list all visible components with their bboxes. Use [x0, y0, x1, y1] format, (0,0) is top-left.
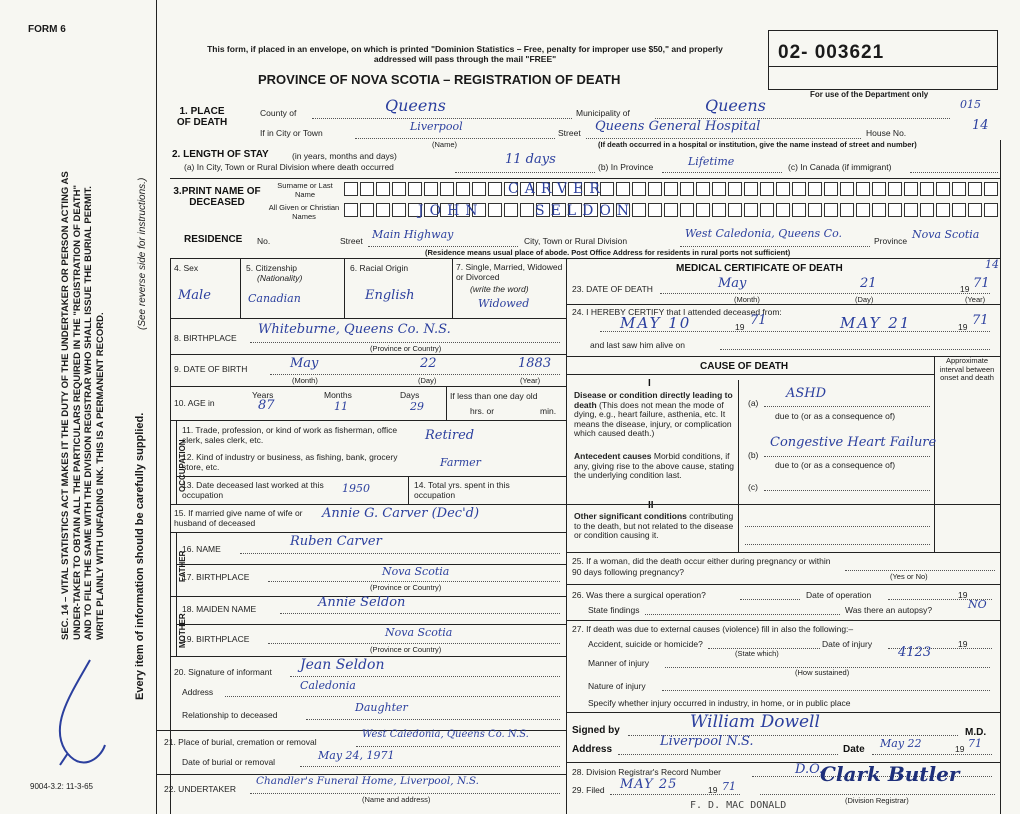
letter-cell — [760, 182, 774, 196]
medical-certificate-title: MEDICAL CERTIFICATE OF DEATH — [676, 263, 843, 274]
letter-cell — [904, 203, 918, 217]
letter-cell — [888, 203, 902, 217]
attended-to: MAY 21 — [840, 314, 912, 332]
letter-cell — [744, 182, 758, 196]
letter-cell — [792, 182, 806, 196]
letter-cell — [392, 203, 406, 217]
dob-month: May — [290, 356, 319, 371]
given-name-1: JOHN — [418, 203, 484, 219]
filed-date: MAY 25 — [620, 777, 678, 792]
letter-cell — [504, 203, 518, 217]
letter-cell — [824, 203, 838, 217]
death-year: 71 — [973, 276, 990, 291]
marital-status-value: Widowed — [478, 297, 530, 310]
street-value: Queens General Hospital — [595, 119, 761, 134]
city-value: Liverpool — [410, 120, 463, 133]
letter-cell — [856, 182, 870, 196]
antecedent-label: Antecedent causes Morbid conditions, if any, giving rise to the above cause, stating the underlying condition last. — [574, 451, 735, 480]
letter-cell — [664, 182, 678, 196]
occupation-side-label: OCCUPATION — [178, 439, 187, 492]
informant-signature: Jean Seldon — [300, 657, 385, 673]
house-value: 14 — [972, 118, 989, 133]
letter-cell — [632, 182, 646, 196]
print-name-label: 3.PRINT NAME OF DECEASED — [173, 186, 261, 208]
margin-check-mark — [40, 655, 115, 775]
attended-to-year: 71 — [972, 313, 989, 328]
record-number: D.O. — [795, 762, 824, 777]
letter-cell — [376, 203, 390, 217]
burial-date: May 24, 1971 — [318, 749, 395, 762]
letter-cell — [776, 182, 790, 196]
other-conditions-label: Other significant conditions contributing to the death, but not related to the disease or condition causing it. — [574, 511, 734, 540]
mother-side-label: MOTHER — [178, 613, 187, 648]
cause-of-death-title: CAUSE OF DEATH — [700, 361, 789, 372]
registration-number: 02- 003621 — [778, 42, 885, 63]
left-margin-line — [156, 0, 157, 814]
letter-cell — [920, 203, 934, 217]
letter-cell — [392, 182, 406, 196]
father-name: Ruben Carver — [290, 534, 382, 549]
letter-cell — [936, 182, 950, 196]
spouse-value: Annie G. Carver (Dec'd) — [322, 506, 480, 521]
every-item-note: Every item of information should be carefully supplied. — [134, 412, 146, 700]
residence-street: Main Highway — [372, 228, 454, 241]
citizenship-value: Canadian — [248, 292, 301, 305]
letter-cell — [744, 203, 758, 217]
physician-address: Liverpool N.S. — [660, 734, 754, 749]
code-4123: 4123 — [898, 645, 932, 660]
letter-cell — [472, 182, 486, 196]
occupation-value: Retired — [425, 428, 475, 443]
letter-cell — [856, 203, 870, 217]
attended-from: MAY 10 — [620, 314, 692, 332]
letter-cell — [360, 203, 374, 217]
letter-cell — [664, 203, 678, 217]
burial-place: West Caledonia, Queens Co. N.S. — [362, 729, 529, 740]
letter-cell — [808, 203, 822, 217]
letter-cell — [840, 182, 854, 196]
dob-day: 22 — [420, 356, 437, 371]
registrar-stamp: F. D. MAC DONALD — [690, 800, 787, 811]
undertaker-value: Chandler's Funeral Home, Liverpool, N.S. — [256, 775, 479, 787]
physician-signature: William Dowell — [690, 712, 820, 732]
letter-cell — [920, 182, 934, 196]
letter-cell — [776, 203, 790, 217]
place-of-death-label: 1. PLACE OF DEATH — [176, 106, 228, 128]
letter-cell — [456, 182, 470, 196]
letter-cell — [952, 203, 966, 217]
dept-code: 015 — [960, 98, 981, 111]
physician-date-year: 71 — [968, 737, 982, 750]
dob-year: 1883 — [518, 356, 552, 371]
letter-cell — [712, 182, 726, 196]
letter-cell — [488, 182, 502, 196]
informant-relationship: Daughter — [355, 701, 408, 714]
surname-value: CARVER — [508, 181, 606, 197]
letter-cell — [984, 182, 998, 196]
physician-date: May 22 — [880, 737, 922, 750]
letter-cell — [824, 182, 838, 196]
letter-cell — [424, 182, 438, 196]
letter-cell — [968, 203, 982, 217]
letter-cell — [872, 203, 886, 217]
industry-value: Farmer — [440, 456, 481, 469]
stay-province-value: Lifetime — [688, 155, 735, 168]
letter-cell — [808, 182, 822, 196]
father-birthplace: Nova Scotia — [382, 565, 450, 578]
residence-city: West Caledonia, Queens Co. — [685, 227, 842, 240]
letter-cell — [952, 182, 966, 196]
right-border — [1000, 140, 1001, 814]
autopsy-answer: NO — [968, 598, 987, 611]
form-title: PROVINCE OF NOVA SCOTIA – REGISTRATION OF DEATH — [258, 72, 621, 87]
form-code: 9004-3.2: 11-3-65 — [30, 782, 94, 791]
letter-cell — [792, 203, 806, 217]
letter-cell — [840, 203, 854, 217]
form-number: FORM 6 — [28, 24, 66, 35]
letter-cell — [520, 203, 534, 217]
letter-cell — [712, 203, 726, 217]
letter-cell — [968, 182, 982, 196]
cause-b-value: Congestive Heart Failure — [770, 435, 937, 450]
letter-cell — [936, 203, 950, 217]
disease-label: Disease or condition directly leading to death (This does not mean the mode of dying, e.g., heart failure, asthenia, etc. It means the disease, injury, or complication which caused death.) — [574, 390, 733, 438]
residence-province: Nova Scotia — [912, 228, 980, 241]
letter-cell — [360, 182, 374, 196]
age-months: 11 — [334, 400, 348, 413]
letter-cell — [344, 182, 358, 196]
birthplace-value: Whiteburne, Queens Co. N.S. — [258, 322, 451, 337]
stay-city-value: 11 days — [505, 152, 556, 167]
mother-maiden-name: Annie Seldon — [318, 595, 406, 610]
age-days: 29 — [410, 400, 424, 413]
informant-address: Caledonia — [300, 679, 356, 692]
death-day: 21 — [860, 276, 877, 291]
letter-cell — [440, 182, 454, 196]
letter-cell — [696, 203, 710, 217]
dept-use-label: For use of the Department only — [810, 90, 929, 99]
letter-cell — [376, 182, 390, 196]
cause-a-value: ASHD — [786, 386, 827, 401]
letter-cell — [488, 203, 502, 217]
letter-cell — [872, 182, 886, 196]
dept-code-2: 14 — [985, 258, 999, 271]
letter-cell — [648, 182, 662, 196]
reverse-side-note: (See reverse side for instructions.) — [137, 177, 148, 330]
given-name-2: SELDON — [535, 203, 636, 219]
father-side-label: FATHER — [178, 550, 187, 582]
letter-cell — [616, 182, 630, 196]
letter-cell — [680, 203, 694, 217]
county-value: Queens — [385, 96, 446, 115]
letter-cell — [984, 203, 998, 217]
letter-cell — [648, 203, 662, 217]
attended-from-year: 71 — [750, 313, 767, 328]
letter-cell — [760, 203, 774, 217]
letter-cell — [728, 182, 742, 196]
death-month: May — [718, 276, 747, 291]
age-years: 87 — [258, 398, 275, 413]
letter-cell — [888, 182, 902, 196]
letter-cell — [680, 182, 694, 196]
last-worked-value: 1950 — [342, 482, 370, 495]
letter-cell — [344, 203, 358, 217]
letter-cell — [904, 182, 918, 196]
sec14-instructions: SEC. 14 – VITAL STATISTICS ACT MAKES IT THE DUTY OF THE UNDERTAKER OR PERSON ACTING AS UNDER-TAKER TO OBTAIN ALL THE PARTICULARS REQUIRED IN THE "REGISTRATION OF DEATH" AND TO FILE THE SAME WITH THE DIVISION REGISTRAR WHO SHALL ISSUE THE BURIAL PERMIT. WRITE PLAINLY WITH UNFADING INK. THIS IS A PERMANENT RECORD. — [60, 171, 106, 640]
filed-year: 71 — [722, 780, 736, 793]
mail-notice: This form, if placed in an envelope, on which is printed "Dominion Statistics – Free, penalty for improper use $50," and properly addressed will pass through the mail "FREE" — [207, 44, 723, 64]
letter-cell — [408, 182, 422, 196]
sex-value: Male — [178, 288, 211, 303]
letter-cell — [728, 203, 742, 217]
racial-origin-value: English — [365, 288, 415, 303]
registrar-signature: Clark Butler — [820, 762, 960, 786]
municipality-value: Queens — [705, 96, 766, 115]
mother-birthplace: Nova Scotia — [385, 626, 453, 639]
letter-cell — [696, 182, 710, 196]
